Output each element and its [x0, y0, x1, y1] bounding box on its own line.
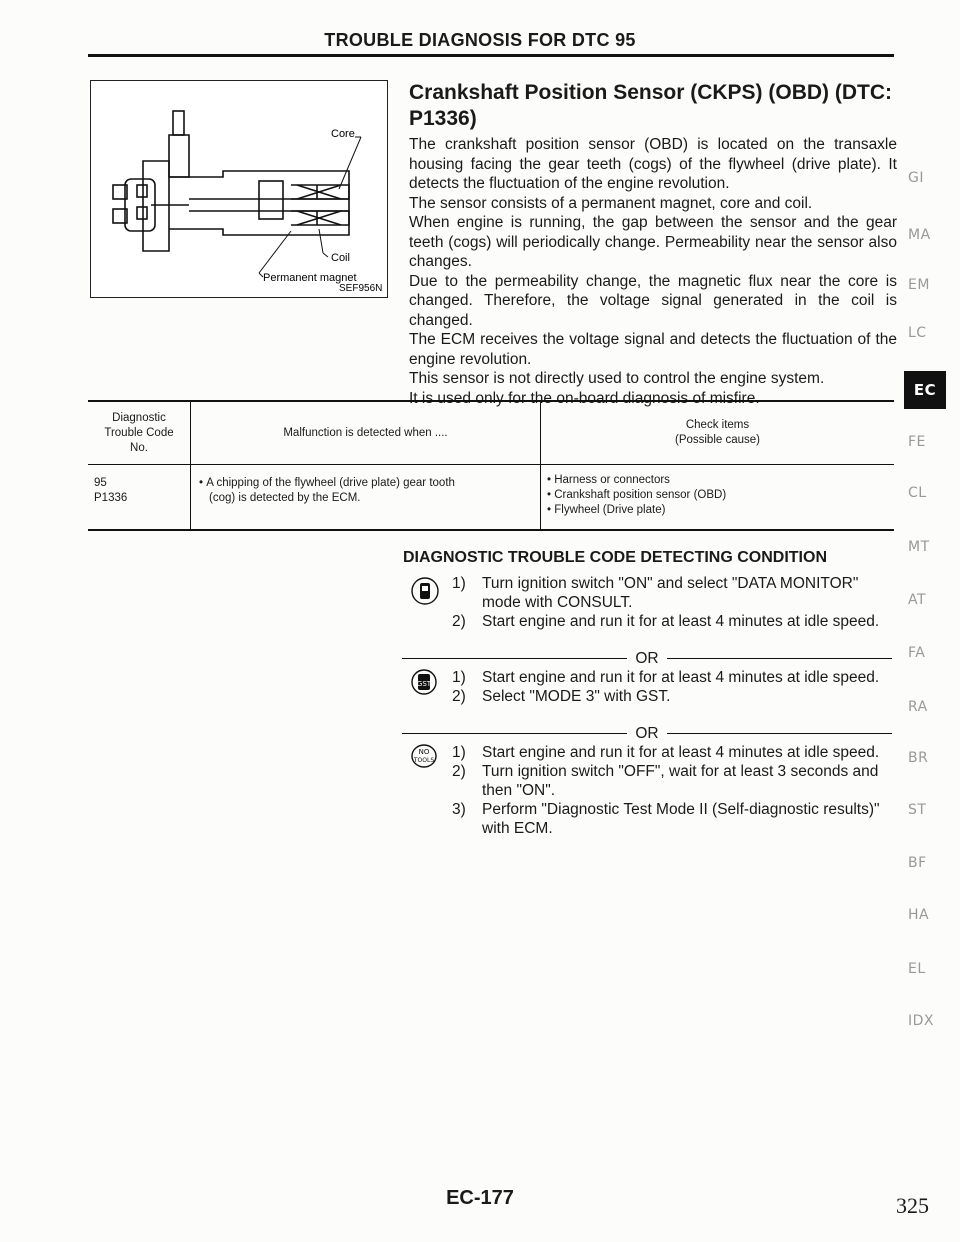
- page-number: 325: [896, 1193, 929, 1218]
- body-paragraph: When engine is running, the gap between the sensor and the gear teeth (cogs) will periodically change. Permeability near the sensor also changes.: [409, 214, 897, 270]
- malfunction-text: (cog) is detected by the ECM.: [209, 492, 361, 504]
- figure-id: SEF956N: [339, 283, 383, 294]
- tab-cl[interactable]: CL: [908, 485, 927, 501]
- tab-gi[interactable]: GI: [908, 170, 924, 186]
- consult-step-2: [402, 612, 892, 631]
- check-item: • Harness or connectors: [547, 473, 894, 488]
- malfunction-text: • A chipping of the flywheel (drive plate) gear tooth: [199, 476, 540, 491]
- or-divider: [402, 649, 892, 668]
- step-number: 1): [452, 575, 466, 592]
- tab-st[interactable]: ST: [908, 802, 927, 818]
- body-paragraph: This sensor is not directly used to control the engine system.: [409, 370, 825, 387]
- sensor-diagram: [90, 80, 388, 298]
- tab-lc[interactable]: LC: [908, 325, 927, 341]
- table-row: [88, 465, 894, 529]
- cell-check-items: [541, 465, 894, 529]
- or-label: OR: [635, 725, 659, 742]
- tab-ma[interactable]: MA: [908, 227, 931, 243]
- tab-fe[interactable]: FE: [908, 434, 926, 450]
- svg-text:TOOLS: TOOLS: [413, 757, 435, 764]
- sensor-diagram-drawing: [91, 81, 387, 297]
- tab-bf[interactable]: BF: [908, 855, 927, 871]
- tab-ra[interactable]: RA: [908, 699, 928, 715]
- no-tools-step-2: [402, 762, 892, 800]
- step-text: Start engine and run it for at least 4 minutes at idle speed.: [482, 669, 880, 686]
- step-number: 1): [452, 669, 466, 686]
- tab-ha[interactable]: HA: [908, 907, 930, 923]
- label-coil: Coil: [331, 252, 350, 264]
- body-paragraph: The sensor consists of a permanent magnet, core and coil.: [409, 194, 813, 212]
- tab-el[interactable]: EL: [908, 961, 926, 977]
- step-number: 2): [452, 688, 466, 705]
- tab-ec[interactable]: EC: [904, 371, 946, 409]
- step-text: Select "MODE 3" with GST.: [482, 688, 671, 705]
- dtc-code-p1336: P1336: [94, 492, 128, 504]
- header-text: No.: [130, 441, 148, 454]
- tab-fa[interactable]: FA: [908, 645, 926, 661]
- step-text: Start engine and run it for at least 4 minutes at idle speed.: [482, 613, 880, 630]
- header-dtc-no: [88, 402, 191, 465]
- body-paragraph: The crankshaft position sensor (OBD) is located on the transaxle housing facing the gear teeth (cogs) of the flywheel (drive plate). It detects the fluctuation of the engine revolution.: [409, 136, 897, 192]
- consult-step-1: [402, 574, 892, 612]
- tab-em[interactable]: EM: [908, 277, 930, 293]
- tab-at[interactable]: AT: [908, 592, 927, 608]
- page-header-title: TROUBLE DIAGNOSIS FOR DTC 95: [324, 30, 636, 50]
- gst-step-1: [402, 668, 892, 687]
- header-text: Check items: [685, 419, 750, 431]
- step-text: Turn ignition switch "ON" and select "DATA MONITOR" mode with CONSULT.: [482, 575, 859, 611]
- gst-procedure: [402, 668, 892, 706]
- or-divider: [402, 724, 892, 743]
- section-title: Crankshaft Position Sensor (CKPS) (OBD) (DTC: P1336): [409, 81, 893, 130]
- header-check-items: [541, 402, 894, 465]
- body-paragraph: Due to the permeability change, the magnetic flux near the core is changed. Therefore, the voltage signal generated in the coil is changed.: [409, 272, 897, 329]
- tab-idx[interactable]: IDX: [908, 1013, 934, 1029]
- header-text: Trouble Code: [104, 426, 174, 439]
- svg-text:NO: NO: [418, 748, 430, 756]
- cell-malfunction: [191, 465, 541, 529]
- tab-mt[interactable]: MT: [908, 539, 930, 555]
- page-code: EC-177: [446, 1187, 514, 1209]
- header-text: Diagnostic: [112, 411, 166, 424]
- label-core: Core: [331, 128, 355, 140]
- label-permanent-magnet: Permanent magnet: [263, 272, 357, 284]
- body-paragraph: It is used only for the on-board diagnosis of misfire.: [409, 389, 760, 407]
- check-item: • Crankshaft position sensor (OBD): [547, 488, 894, 503]
- step-number: 3): [452, 801, 466, 818]
- section-body: [409, 135, 897, 408]
- check-item: • Flywheel (Drive plate): [547, 503, 894, 518]
- no-tools-procedure: [402, 743, 892, 838]
- no-tools-step-3: [402, 800, 892, 838]
- dtc-table: [88, 400, 894, 531]
- no-tools-step-1: [402, 743, 892, 762]
- step-text: Perform "Diagnostic Test Mode II (Self-diagnostic results)" with ECM.: [482, 801, 880, 837]
- header-rule: [88, 54, 894, 57]
- header-malfunction: Malfunction is detected when ....: [191, 402, 541, 465]
- table-header-row: [88, 402, 894, 465]
- cell-dtc-code: [88, 465, 191, 529]
- step-number: 2): [452, 613, 466, 630]
- header-text: (Possible cause): [674, 434, 760, 446]
- dtc-condition-title: DIAGNOSTIC TROUBLE CODE DETECTING CONDITION: [403, 549, 827, 566]
- step-number: 1): [452, 744, 466, 761]
- dtc-code-95: 95: [94, 477, 107, 489]
- step-text: Turn ignition switch "OFF", wait for at least 3 seconds and then "ON".: [482, 763, 879, 799]
- step-text: Start engine and run it for at least 4 minutes at idle speed.: [482, 744, 880, 761]
- svg-text:GST: GST: [416, 680, 432, 688]
- or-label: OR: [635, 650, 659, 667]
- step-number: 2): [452, 763, 466, 780]
- body-paragraph: The ECM receives the voltage signal and detects the fluctuation of the engine revolution.: [409, 331, 897, 368]
- gst-step-2: [402, 687, 892, 706]
- tab-br[interactable]: BR: [908, 750, 929, 766]
- consult-procedure: [402, 574, 892, 631]
